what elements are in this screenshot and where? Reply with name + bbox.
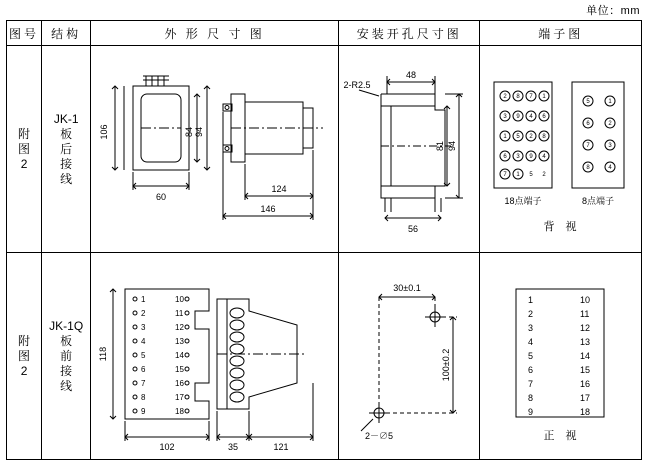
table-row	[7, 253, 642, 460]
table-header-row	[7, 21, 642, 46]
row1-mounting-drawing	[339, 46, 480, 253]
header-terminal: 端子图	[480, 21, 642, 46]
svg-text:18: 18	[580, 407, 591, 417]
svg-text:2: 2	[141, 309, 146, 318]
svg-text:8: 8	[528, 393, 534, 403]
header-outline: 外 形 尺 寸 图	[91, 21, 339, 46]
svg-text:10: 10	[580, 295, 591, 305]
row1-fig-no-l3: 2	[20, 156, 28, 171]
svg-text:7: 7	[529, 94, 534, 100]
row1-structure-l3: 后	[60, 141, 73, 156]
svg-text:9: 9	[516, 114, 521, 120]
svg-text:15: 15	[580, 365, 591, 375]
svg-text:7: 7	[141, 379, 146, 388]
row2-structure-l4: 接	[60, 363, 73, 378]
dim-81: 81	[435, 140, 446, 152]
dim-94-m: 94	[447, 140, 458, 152]
row1-structure-l5: 线	[60, 171, 73, 186]
svg-text:4: 4	[608, 165, 613, 171]
svg-text:5: 5	[141, 351, 146, 360]
row2-mounting-drawing	[339, 253, 480, 460]
svg-text:11: 11	[175, 309, 184, 318]
header-fig-no: 图号	[7, 21, 42, 46]
svg-text:3: 3	[528, 323, 534, 333]
svg-text:11: 11	[580, 309, 590, 319]
svg-text:5: 5	[529, 172, 534, 178]
svg-text:2: 2	[503, 94, 508, 100]
header-mounting: 安装开孔尺寸图	[339, 21, 480, 46]
svg-text:12: 12	[175, 323, 185, 332]
svg-text:3: 3	[516, 154, 521, 160]
svg-text:1: 1	[141, 295, 146, 304]
dim-60: 60	[156, 192, 167, 202]
dim-56: 56	[408, 224, 419, 234]
dim-106: 106	[99, 124, 110, 140]
dim-30: 30±0.1	[393, 283, 421, 293]
svg-text:10: 10	[175, 295, 185, 304]
caption-18: 18点端子	[504, 196, 542, 206]
row1-terminal-drawing	[480, 46, 642, 253]
svg-text:8: 8	[542, 134, 547, 140]
dim-35: 35	[228, 442, 239, 452]
row1-structure	[42, 46, 91, 253]
svg-text:17: 17	[175, 393, 185, 402]
dim-121: 121	[273, 442, 289, 452]
svg-text:9: 9	[141, 407, 146, 416]
row1-structure-l4: 接	[60, 156, 73, 171]
svg-text:3: 3	[503, 114, 508, 120]
row1-fig-no-l2: 图	[18, 141, 31, 156]
svg-text:4: 4	[528, 337, 534, 347]
svg-text:18: 18	[175, 407, 185, 416]
svg-text:2: 2	[542, 172, 547, 178]
svg-text:2: 2	[528, 309, 534, 319]
row1-outline-drawing	[91, 46, 339, 253]
svg-text:5: 5	[528, 351, 534, 361]
dim-102: 102	[159, 442, 175, 452]
svg-text:6: 6	[542, 114, 547, 120]
caption-front-view: 正 视	[543, 430, 577, 442]
table-row	[7, 46, 642, 253]
row2-structure	[42, 253, 91, 460]
svg-text:3: 3	[141, 323, 146, 332]
svg-text:17: 17	[580, 393, 591, 403]
svg-text:14: 14	[175, 351, 185, 360]
svg-text:5: 5	[586, 99, 591, 105]
svg-text:7: 7	[528, 379, 534, 389]
svg-text:16: 16	[580, 379, 591, 389]
dim-84: 84	[184, 126, 195, 138]
row1-fig-no-l1: 附	[18, 126, 31, 141]
dim-2-r25: 2-R2.5	[343, 80, 371, 90]
svg-text:15: 15	[175, 365, 185, 374]
header-structure: 结构	[42, 21, 91, 46]
svg-text:1: 1	[516, 172, 521, 178]
row1-fig-no	[7, 46, 42, 253]
svg-text:4: 4	[529, 114, 534, 120]
dim-146: 146	[260, 204, 276, 214]
svg-text:1: 1	[528, 295, 534, 305]
svg-text:6: 6	[586, 121, 591, 127]
svg-text:1: 1	[608, 99, 613, 105]
row2-fig-no-l3: 2	[20, 363, 28, 378]
dim-94: 94	[194, 126, 205, 138]
row2-structure-l5: 线	[60, 378, 73, 393]
row2-structure-l2: 板	[60, 333, 73, 348]
dim-100: 100±0.2	[441, 348, 452, 382]
svg-text:4: 4	[141, 337, 146, 346]
svg-text:2: 2	[608, 121, 613, 127]
svg-text:1: 1	[542, 94, 547, 100]
svg-text:4: 4	[542, 154, 547, 160]
svg-text:8: 8	[516, 94, 521, 100]
row2-fig-no-l2: 图	[18, 348, 31, 363]
row1-structure-l2: 板	[60, 126, 73, 141]
dimension-table	[6, 20, 642, 460]
svg-text:13: 13	[175, 337, 185, 346]
svg-text:1: 1	[503, 134, 508, 140]
svg-text:12: 12	[580, 323, 591, 333]
svg-text:7: 7	[586, 143, 591, 149]
caption-8: 8点端子	[582, 196, 615, 206]
svg-text:16: 16	[175, 379, 185, 388]
row2-terminal-drawing	[480, 253, 642, 460]
svg-text:9: 9	[528, 407, 534, 417]
svg-text:6: 6	[503, 154, 508, 160]
row2-fig-no-l1: 附	[18, 333, 31, 348]
row2-structure-l3: 前	[60, 348, 73, 363]
svg-text:6: 6	[141, 365, 146, 374]
svg-text:9: 9	[529, 154, 534, 160]
svg-text:3: 3	[608, 143, 613, 149]
svg-text:8: 8	[586, 165, 591, 171]
row1-structure-l1: JK-1	[53, 111, 79, 126]
dim-124: 124	[271, 184, 287, 194]
row2-structure-l1: JK-1Q	[49, 318, 84, 333]
dim-48: 48	[406, 70, 417, 80]
caption-back-view: 背 视	[543, 221, 577, 233]
dim-118: 118	[98, 346, 109, 362]
svg-text:2: 2	[529, 134, 534, 140]
row2-fig-no	[7, 253, 42, 460]
unit-note: 单位：mm	[586, 5, 640, 17]
svg-text:5: 5	[516, 134, 521, 140]
dim-holes: 2－∅5	[365, 431, 394, 441]
row2-outline-drawing	[91, 253, 339, 460]
svg-text:6: 6	[528, 365, 534, 375]
svg-text:8: 8	[141, 393, 146, 402]
svg-text:7: 7	[503, 172, 508, 178]
svg-text:14: 14	[580, 351, 591, 361]
svg-text:13: 13	[580, 337, 591, 347]
